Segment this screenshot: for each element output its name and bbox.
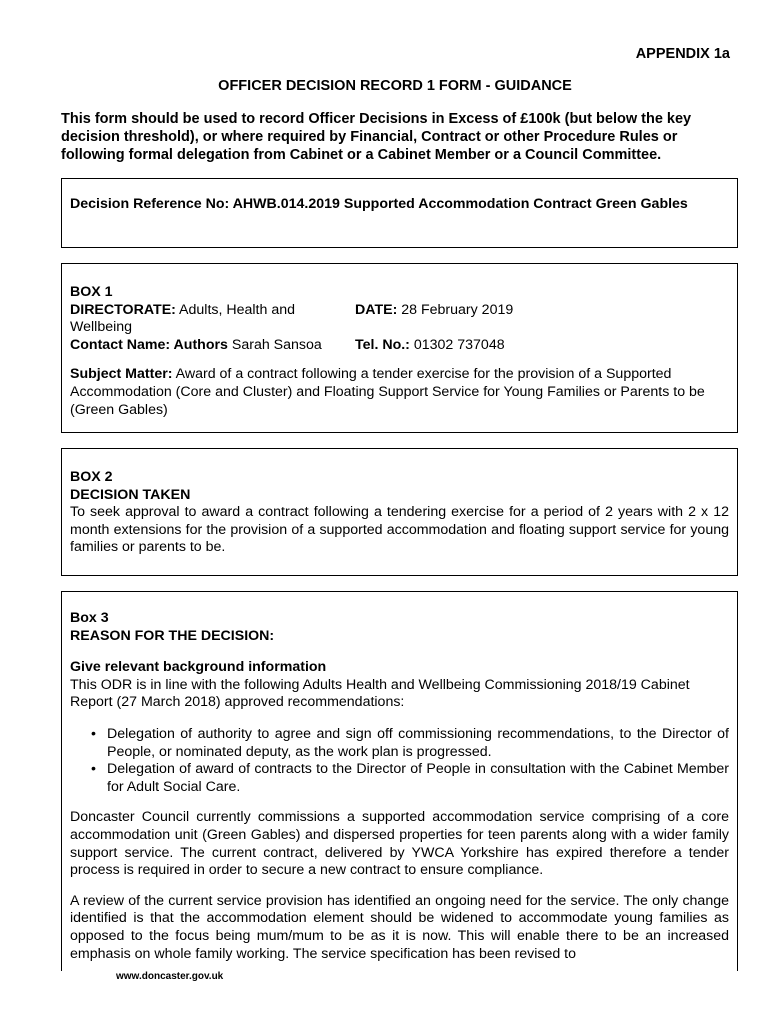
recommendations-list xyxy=(70,726,729,796)
decision-reference-box xyxy=(61,178,738,248)
subject-label: Subject Matter: xyxy=(70,366,173,383)
subject-value: Award of a contract following a tender exercise for the provision of a Supported Accommodation (Core and Cluster) and Floating Support Service for Young Families or Parents to be (Green Gables) xyxy=(70,366,705,418)
tel-label: Tel. No.: xyxy=(355,336,410,353)
date-value: 28 February 2019 xyxy=(397,301,514,318)
appendix-label: APPENDIX 1a xyxy=(635,46,730,62)
decision-reference: Decision Reference No: AHWB.014.2019 Supported Accommodation Contract Green Gables xyxy=(70,196,688,212)
decision-taken-heading: DECISION TAKEN xyxy=(70,486,191,503)
paragraph-current-service: Doncaster Council currently commissions a supported accommodation service comprising of a core accommodation unit (Green Gables) and dispersed properties for teen parents along with a wider family support service. The current contract, delivered by YWCA Yorkshire has expired therefore a tender process is required in order to secure a new contract to ensure compliance. xyxy=(70,809,729,879)
decision-taken-text: To seek approval to award a contract following a tendering exercise for a period of 2 years with 2 x 12 month extensions for the provision of a supported accommodation and floating support service for young families or parents to be. xyxy=(70,504,729,556)
box-3-heading: Box 3 xyxy=(70,610,109,626)
box-2-heading: BOX 2 xyxy=(70,469,113,485)
reason-heading: REASON FOR THE DECISION: xyxy=(70,627,275,644)
contact-label: Contact Name: Authors xyxy=(70,336,228,353)
date-field xyxy=(355,302,729,337)
directorate-value: Adults, Health and Wellbeing xyxy=(70,301,295,336)
footer-url: www.doncaster.gov.uk xyxy=(116,971,224,982)
intro-text: This form should be used to record Officer Decisions in Excess of £100k (but below the key decision threshold), or where required by Financial, Contract or other Procedure Rules or following formal delegation from Cabinet or a Cabinet Member or a Council Committee. xyxy=(61,111,692,163)
date-label: DATE: xyxy=(355,301,398,318)
background-heading: Give relevant background information xyxy=(70,659,327,676)
tel-value: 01302 737048 xyxy=(409,336,505,353)
page-title: OFFICER DECISION RECORD 1 FORM - GUIDANCE xyxy=(218,78,572,94)
tel-field xyxy=(355,337,729,355)
contact-value: Sarah Sansoa xyxy=(227,336,322,353)
directorate-field xyxy=(70,302,355,337)
contact-row xyxy=(70,337,729,355)
subject-matter xyxy=(70,366,729,419)
list-item-text: Delegation of award of contracts to the Director of People in consultation with the Cabinet Member for Adult Social Care. xyxy=(107,761,729,795)
directorate-row xyxy=(70,302,729,337)
box-1-heading: BOX 1 xyxy=(70,284,113,300)
background-text: This ODR is in line with the following Adults Health and Wellbeing Commissioning 2018/19 Cabinet Report (27 March 2018) approved recommendations: xyxy=(70,676,690,711)
directorate-label: DIRECTORATE: xyxy=(70,301,176,318)
contact-field xyxy=(70,337,355,355)
bullet-icon: • xyxy=(91,725,96,742)
list-item xyxy=(91,761,729,796)
box-3 xyxy=(61,591,738,971)
list-item-text: Delegation of authority to agree and sign off commissioning recommendations, to the Director of People, or nominated deputy, as the work plan is progressed. xyxy=(107,725,729,760)
box-2 xyxy=(61,448,738,576)
bullet-icon: • xyxy=(91,761,96,778)
paragraph-review: A review of the current service provision has identified an ongoing need for the service. The only change identified is that the accommodation element should be widened to accommodate young families as opposed to the focus being mum/mum to be as it is now. This will enable there to be an increased emphasis on whole family working. The service specification has been revised to xyxy=(70,892,729,962)
box-1 xyxy=(61,263,738,433)
list-item xyxy=(91,725,729,761)
